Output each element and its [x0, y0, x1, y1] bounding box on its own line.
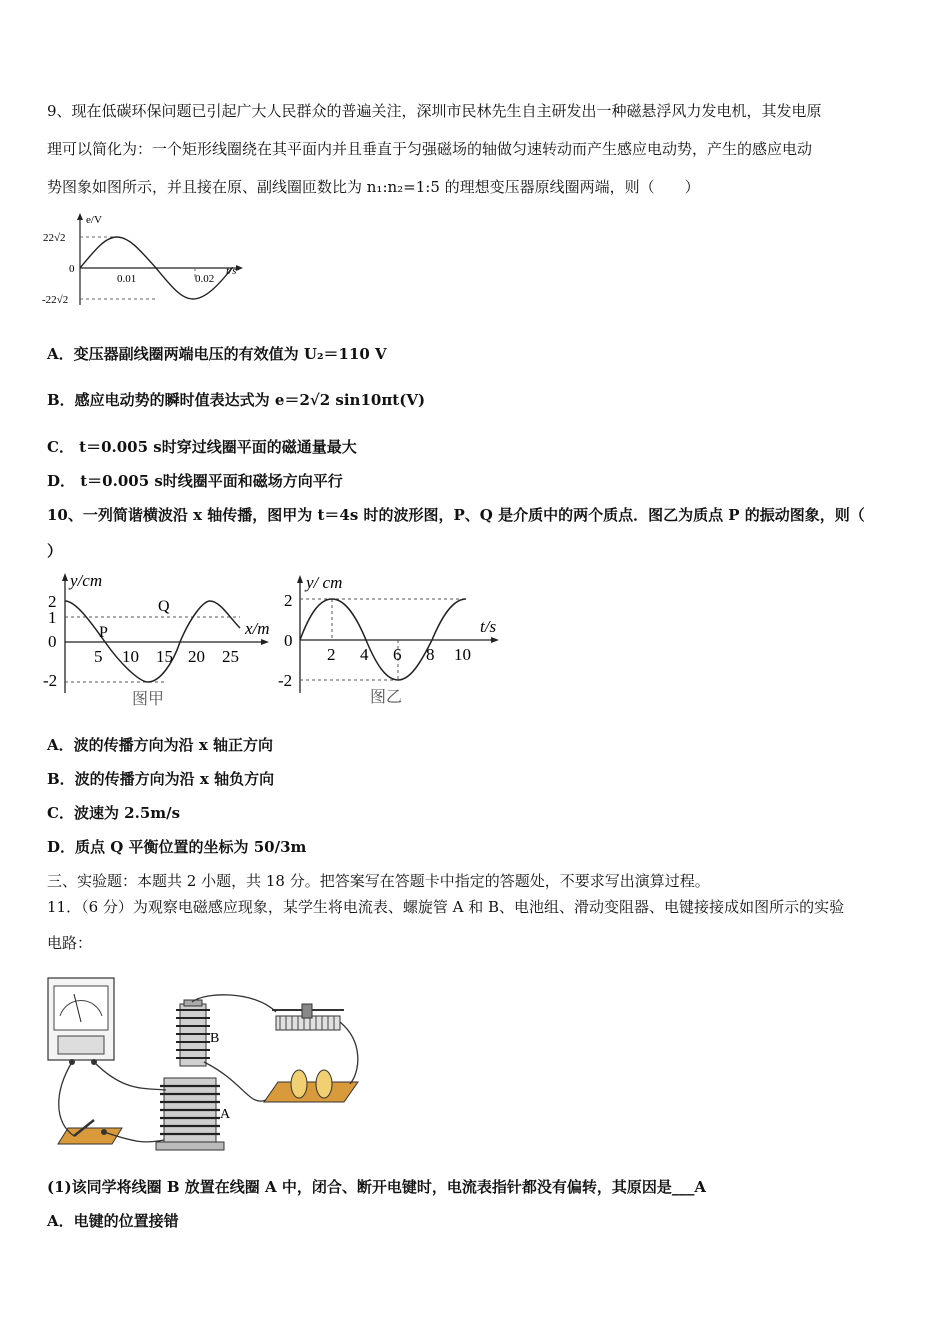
q9-text-line-2: 理可以简化为：一个矩形线圈绕在其平面内并且垂直于匀强磁场的轴做匀速转动而产生感应电动势，产生的感应电动	[47, 140, 813, 158]
q10-g1-xtick-10: 10	[122, 647, 139, 666]
q10-g2-ytick-neg2: -2	[278, 671, 293, 690]
galvanometer-icon	[48, 978, 114, 1065]
section-3-heading: 三、实验题：本题共 2 小题，共 18 分。把答案写在答题卡中指定的答题处，不要求写出演算过程。	[47, 872, 710, 890]
q10-g2-ytick-2: 2	[284, 591, 293, 610]
q9-graph-ytick-bottom: -22√2	[42, 294, 69, 306]
coil-a-icon	[156, 1078, 224, 1150]
q10-g1-xlabel: x/m	[245, 619, 270, 638]
q9-text-line-3: 势图象如图所示，并且接在原、副线圈匝数比为 n₁:n₂=1:5 的理想变压器原线圈两端，则（ ）	[47, 178, 700, 196]
q10-g2-xtick-6: 6	[393, 645, 402, 664]
q10-g1-point-p: P	[99, 624, 108, 641]
q9-option-a: A．变压器副线圈两端电压的有效值为 U₂＝110 V	[47, 345, 387, 363]
rheostat-icon	[272, 1004, 344, 1030]
q10-g2-ylabel: y/ cm	[306, 573, 343, 592]
q10-g1-xtick-5: 5	[94, 647, 103, 666]
q10-g1-xtick-25: 25	[222, 647, 239, 666]
q9-graph-xtick-1: 0.01	[117, 273, 137, 285]
q9-graph-xlabel: t/s	[226, 265, 237, 277]
q10-g1-ytick-2: 2	[48, 592, 57, 611]
q10-g2-xtick-4: 4	[360, 645, 369, 664]
q11-text-line-1: 11．（6 分）为观察电磁感应现象，某学生将电流表、螺旋管 A 和 B、电池组、滑动变阻器、电键接接成如图所示的实验	[47, 898, 845, 916]
q9-graph-ytick-top: 22√2	[43, 232, 66, 244]
q11-text-line-2: 电路：	[47, 934, 93, 952]
q10-wave-graphs	[40, 568, 520, 713]
q10-g1-ylabel: y/cm	[70, 571, 103, 590]
q9-emf-graph	[40, 210, 250, 310]
q11-circuit-diagram	[44, 972, 364, 1154]
q11-option-a: A．电键的位置接错	[47, 1212, 179, 1230]
q10-g2-ytick-0: 0	[284, 631, 293, 650]
coil-b-icon	[176, 1000, 210, 1066]
q10-g1-point-q: Q	[158, 598, 170, 615]
q10-g1-xtick-20: 20	[188, 647, 205, 666]
q9-option-c: C． t＝0.005 s时穿过线圈平面的磁通量最大	[47, 438, 357, 456]
q9-text-line-1: 9、现在低碳环保问题已引起广大人民群众的普遍关注，深圳市民林先生自主研发出一种磁悬浮风力发电机，其发电原	[47, 102, 822, 120]
coil-a-label: A	[220, 1107, 231, 1122]
q10-text-line-2: ）	[47, 542, 63, 560]
q10-graph-jia	[43, 571, 270, 708]
q10-g2-caption: 图乙	[370, 689, 403, 706]
q10-g2-xtick-8: 8	[426, 645, 435, 664]
q10-text-line-1: 10、一列简谐横波沿 x 轴传播，图甲为 t＝4s 时的波形图，P、Q 是介质中的两个质点．图乙为质点 P 的振动图象，则（	[47, 506, 865, 524]
q9-option-d: D． t＝0.005 s时线圈平面和磁场方向平行	[47, 472, 343, 490]
q10-option-a: A．波的传播方向为沿 x 轴正方向	[47, 736, 274, 754]
q9-graph-ylabel: e/V	[86, 214, 102, 226]
q10-g1-caption: 图甲	[132, 691, 165, 708]
q10-option-c: C．波速为 2.5m/s	[47, 804, 181, 822]
q10-g1-ytick-1: 1	[48, 608, 57, 627]
q10-g1-ytick-neg2: -2	[43, 671, 58, 690]
q10-g1-ytick-0: 0	[48, 632, 57, 651]
q9-graph-xtick-2: 0.02	[195, 273, 215, 285]
q10-graph-yi	[278, 573, 499, 706]
q11-sub-question-1: (1)该同学将线圈 B 放置在线圈 A 中，闭合、断开电键时，电流表指针都没有偏转，其原因是___A	[47, 1178, 706, 1196]
q10-g2-xtick-2: 2	[327, 645, 336, 664]
q10-option-d: D．质点 Q 平衡位置的坐标为 50/3m	[47, 838, 307, 856]
q9-graph-ytick-zero: 0	[69, 263, 75, 275]
q10-option-b: B．波的传播方向为沿 x 轴负方向	[47, 770, 275, 788]
q9-option-b: B．感应电动势的瞬时值表达式为 e＝2√2 sin10πt(V)	[47, 391, 426, 409]
coil-b-label: B	[210, 1031, 220, 1046]
q10-g2-xtick-10: 10	[454, 645, 471, 664]
q10-g2-xlabel: t/s	[480, 617, 497, 636]
q10-g1-xtick-15: 15	[156, 647, 173, 666]
battery-icon	[264, 1070, 358, 1102]
switch-icon	[58, 1120, 122, 1144]
